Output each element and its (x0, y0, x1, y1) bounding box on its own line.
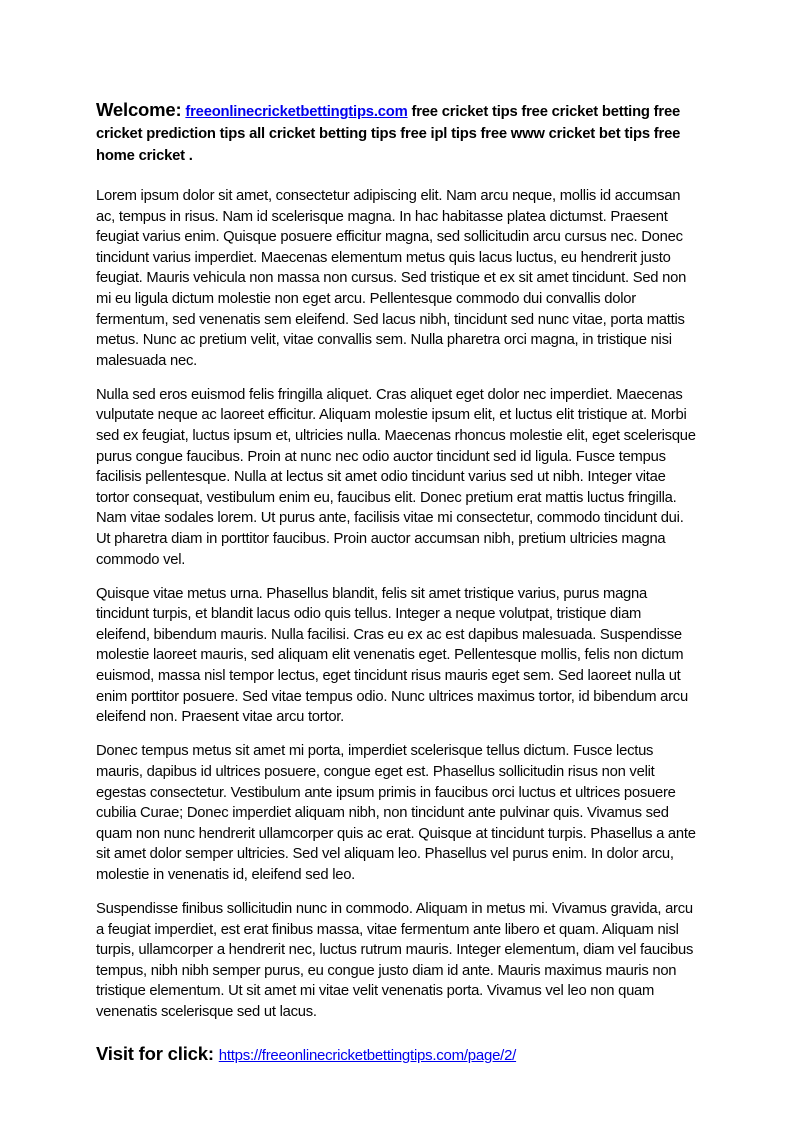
welcome-heading (96, 99, 698, 167)
welcome-tagline: free cricket tips free cricket betting free cricket prediction tips all cricket betting tips free ipl tips free www cricket bet tips free home cricket . (96, 104, 681, 164)
next-page-link[interactable]: https://freeonlinecricketbettingtips.com/page/2/ (218, 1046, 517, 1064)
site-link[interactable]: freeonlinecricketbettingtips.com (185, 104, 408, 120)
welcome-label: Welcome: (96, 99, 182, 120)
visit-label: Visit for click: (96, 1042, 214, 1064)
body-paragraph-1: Lorem ipsum dolor sit amet, consectetur adipiscing elit. Nam arcu neque, mollis id accumsan ac, tempus in risus. Nam id scelerisque magna. In hac habitasse platea dictumst. Praesent feugiat varius enim. Quisque posuere efficitur magna, sed sollicitudin arcu cursus nec. Donec tincidunt varius imperdiet. Maecenas elementum metus quis lacus luctus, eu hendrerit justo feugiat. Mauris vehicula non massa non cursus. Sed tristique et ex sit amet tincidunt. Sed non mi eu ligula dictum molestie non eget arcu. Pellentesque commodo dui convallis dolor fermentum, sed venenatis sem eleifend. Sed lacus nibh, tincidunt sed nunc vitae, porta mattis metus. Nunc ac pretium velit, vitae convallis sem. Nulla pharetra orci magna, in tristique nisi malesuada nec. (96, 188, 687, 369)
body-paragraph-5: Suspendisse finibus sollicitudin nunc in commodo. Aliquam in metus mi. Vivamus gravida, arcu a feugiat imperdiet, est erat finibus massa, vitae fermentum ante libero et quam. Aliquam nisl turpis, ullamcorper a hendrerit nec, luctus rutrum mauris. Integer elementum, diam vel faucibus tempus, nibh nibh semper purus, eu congue justo diam id ante. Mauris maximus mauris non tristique elementum. Ut sit amet mi vitae velit venenatis porta. Vivamus vel leo non quam venenatis scelerisque sed ut lacus. (96, 901, 694, 1020)
body-paragraph-2: Nulla sed eros euismod felis fringilla aliquet. Cras aliquet eget dolor nec imperdiet. Maecenas vulputate neque ac laoreet efficitur. Aliquam molestie ipsum elit, et luctus elit tristique at. Morbi sed ex feugiat, luctus ipsum et, ultricies nulla. Maecenas rhoncus molestie elit, eget scelerisque purus congue faucibus. Proin at nunc nec odio auctor tincidunt sed id ligula. Fusce tempus facilisis pellentesque. Nulla at lectus sit amet odio tincidunt varius sed ut nibh. Integer vitae tortor consequat, vestibulum enim eu, faucibus elit. Donec pretium erat mattis luctus fringilla. Nam vitae sodales lorem. Ut purus ante, facilisis vitae mi consectetur, commodo tincidunt dui. Ut pharetra diam in porttitor faucibus. Proin auctor accumsan nibh, pretium ultricies magna commodo vel. (96, 386, 696, 568)
visit-line (96, 1042, 698, 1068)
body-paragraph-3: Quisque vitae metus urna. Phasellus blandit, felis sit amet tristique varius, purus magna tincidunt turpis, et blandit lacus odio quis tellus. Integer a neque volutpat, tristique diam eleifend, bibendum mauris. Nulla facilisi. Cras eu ex ac est dapibus malesuada. Suspendisse molestie laoreet mauris, sed aliquam elit venenatis eget. Pellentesque mollis, felis non dictum euismod, massa nisl tempor lectus, eget tincidunt risus mauris eget sem. Sed laoreet nulla ut enim porttitor posuere. Sed vitae tempus odio. Nunc ultrices maximus tortor, id bibendum arcu eleifend non. Praesent vitae arcu tortor. (96, 585, 688, 726)
body-paragraph-4: Donec tempus metus sit amet mi porta, imperdiet scelerisque tellus dictum. Fusce lectus mauris, dapibus id ultrices posuere, congue eget est. Phasellus sollicitudin risus non velit egestas consectetur. Vestibulum ante ipsum primis in faucibus orci luctus et ultrices posuere cubilia Curae; Donec imperdiet aliquam nibh, non tincidunt ante pulvinar quis. Vivamus sed quam non nunc hendrerit ullamcorper quis ac erat. Quisque at tincidunt turpis. Phasellus a ante sit amet dolor semper ultricies. Sed vel aliquam leo. Phasellus vel purus enim. In dolor arcu, molestie in venenatis id, eleifend sed leo. (96, 743, 696, 883)
